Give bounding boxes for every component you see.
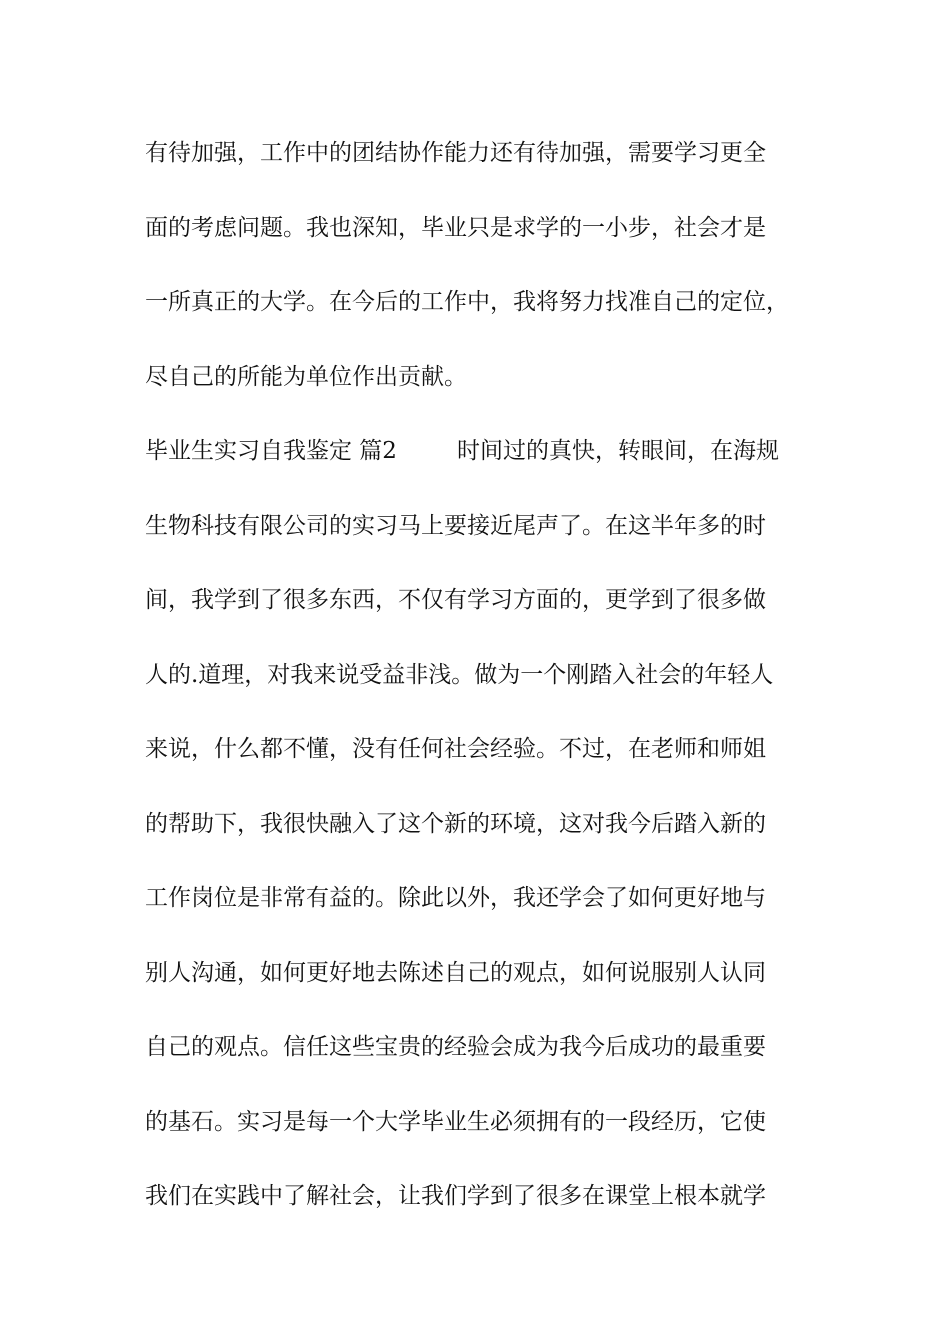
- paragraph-line: 工作岗位是非常有益的。除此以外，我还学会了如何更好地与: [145, 885, 766, 911]
- document-body: [145, 126, 835, 1244]
- paragraph-line: 的基石。实习是每一个大学毕业生必须拥有的一段经历，它使: [145, 1108, 766, 1135]
- section-first-line: 时间过的真快，转眼间，在海规: [456, 438, 779, 464]
- section-heading: 毕业生实习自我鉴定 篇2: [145, 438, 397, 464]
- paragraph-line: 自己的观点。信任这些宝贵的经验会成为我今后成功的最重要: [145, 1034, 766, 1060]
- section-heading-line: [145, 424, 835, 499]
- paragraph-line: 生物科技有限公司的实习马上要接近尾声了。在这半年多的时: [145, 512, 766, 539]
- paragraph-line: 人的.道理，对我来说受益非浅。做为一个刚踏入社会的年轻人: [145, 661, 774, 688]
- paragraph-line: 我们在实践中了解社会，让我们学到了很多在课堂上根本就学: [145, 1183, 766, 1209]
- paragraph-line: 来说，什么都不懂，没有任何社会经验。不过，在老师和师姐: [145, 736, 766, 762]
- paragraph-line: 别人沟通，如何更好地去陈述自己的观点，如何说服别人认同: [145, 959, 766, 986]
- paragraph-line: 尽自己的所能为单位作出贡献。: [145, 363, 467, 390]
- paragraph-line: 间，我学到了很多东西，不仅有学习方面的，更学到了很多做: [145, 587, 766, 613]
- paragraph-line: 有待加强，工作中的团结协作能力还有待加强，需要学习更全: [145, 140, 766, 166]
- paragraph-line: 的帮助下，我很快融入了这个新的环境，这对我今后踏入新的: [145, 810, 766, 837]
- paragraph-line: 面的考虑问题。我也深知，毕业只是求学的一小步，社会才是: [145, 214, 766, 241]
- paragraph-line: 一所真正的大学。在今后的工作中，我将努力找准自己的定位，: [145, 289, 789, 315]
